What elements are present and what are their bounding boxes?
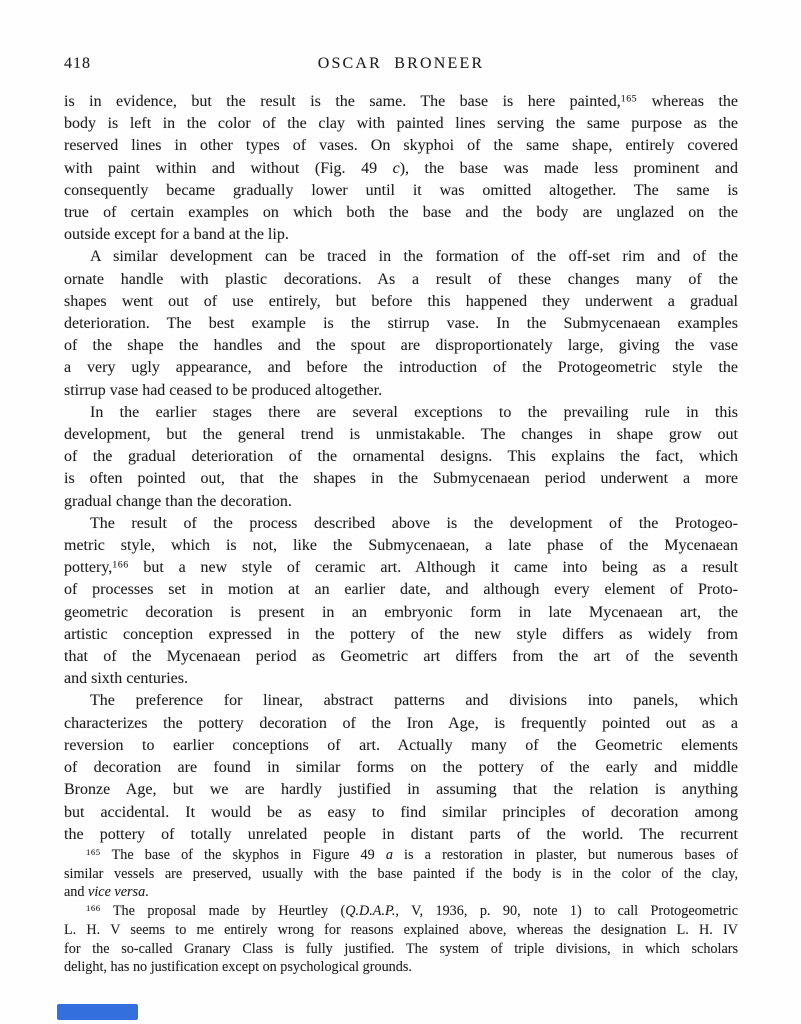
footnote <box>64 846 738 902</box>
text-line: the pottery of totally unrelated people in distant parts of the world. The recurrent <box>64 825 738 843</box>
page-header <box>64 55 738 75</box>
text-line: In the earlier stages there are several exceptions to the prevailing rule in this <box>90 403 738 421</box>
text-line: artistic conception expressed in the pottery of the new style differs as widely from <box>64 625 738 643</box>
text-line: The preference for linear, abstract patterns and divisions into panels, which <box>90 692 738 710</box>
text-line: similar vessels are preserved, usually with the base painted if the body is in the color of the clay, <box>64 865 738 882</box>
text-line: is often pointed out, that the shapes in the Submycenaean period underwent a more <box>64 470 738 488</box>
text-line: A similar development can be traced in the formation of the off-set rim and of the <box>90 248 738 266</box>
paragraph <box>64 91 738 246</box>
text-line: and vice versa. <box>64 884 149 901</box>
paragraph <box>64 246 738 401</box>
text-line: of decoration are found in similar forms on the pottery of the early and middle <box>64 759 738 777</box>
footnote-ref: 165 <box>620 93 638 105</box>
text-line: but accidental. It would be as easy to find similar principles of decoration among <box>64 803 738 821</box>
text-line: consequently became gradually lower until it was omitted altogether. The same is <box>64 181 738 199</box>
text-line: ornate handle with plastic decorations. As a result of these changes many of the <box>64 270 738 288</box>
text-line: outside except for a band at the lip. <box>64 226 289 244</box>
footnote <box>64 902 738 977</box>
text-line: a very ugly appearance, and before the introduction of the Protogeometric style the <box>64 359 738 377</box>
text-line: pottery,$^{166}$ but a new style of ceramic art. Although it came into being as a result <box>64 559 738 577</box>
text-line: shapes went out of use entirely, but before this happened they underwent a gradual <box>64 292 738 310</box>
text-line: stirrup vase had ceased to be produced altogether. <box>64 381 383 399</box>
text-line: geometric decoration is present in an embryonic form in late Mycenaean art, the <box>64 603 738 621</box>
paragraph <box>64 402 738 513</box>
text-line: reversion to earlier conceptions of art. Actually many of the Geometric elements <box>64 736 738 754</box>
text-line: development, but the general trend is unmistakable. The changes in shape grow out <box>64 426 738 444</box>
footnote-number: 165 <box>86 847 101 858</box>
text-line: gradual change than the decoration. <box>64 492 292 510</box>
paragraph <box>64 690 738 845</box>
page-number: 418 <box>64 55 91 72</box>
italic-text: Q.D.A.P. <box>345 903 396 920</box>
text-line: true of certain examples on which both the base and the body are unglazed on the <box>64 204 738 222</box>
text-line: deterioration. The best example is the stirrup vase. In the Submycenaean examples <box>64 315 738 333</box>
running-head: OSCAR BRONEER <box>317 55 485 72</box>
footnotes <box>64 846 738 977</box>
text-line: metric style, which is not, like the Submycenaean, a late phase of the Mycenaean <box>64 537 738 555</box>
blue-mark-artifact <box>57 1004 138 1020</box>
paragraph <box>64 513 738 691</box>
text-line: $^{165}$ The base of the skyphos in Figure 49 a is a restoration in plaster, but numerous bases of <box>86 847 738 863</box>
italic-text: c <box>392 159 400 177</box>
text-line: of the gradual deterioration of the ornamental designs. This explains the fact, which <box>64 448 738 466</box>
footnote-number: 166 <box>86 903 101 914</box>
text-line: with paint within and without (Fig. 49 c), the base was made less prominent and <box>64 159 739 177</box>
text-line: $^{166}$ The proposal made by Heurtley (Q.D.A.P., V, 1936, p. 90, note 1) to call Protogeometric <box>86 903 738 920</box>
text-line: L. H. V seems to me entirely wrong for reasons explained above, whereas the designation L. H. IV <box>64 921 738 938</box>
text-line: characterizes the pottery decoration of the Iron Age, is frequently pointed out as a <box>64 714 738 732</box>
text-line: delight, has no justification except on psychological grounds. <box>64 959 412 976</box>
text-line: that of the Mycenaean period as Geometric art differs from the art of the seventh <box>64 648 738 666</box>
italic-text: vice versa <box>88 884 146 901</box>
text-line: reserved lines in other types of vases. On skyphoi of the same shape, entirely covered <box>64 137 738 155</box>
text-line: body is left in the color of the clay with painted lines serving the same purpose as the <box>64 115 738 133</box>
text-line: and sixth centuries. <box>64 670 188 688</box>
text-line: for the so-called Granary Class is fully justified. The system of triple divisions, in which scholars <box>64 940 738 957</box>
italic-text: a <box>385 847 393 863</box>
body-text <box>64 91 738 846</box>
text-line: of processes set in motion at an earlier date, and although every element of Proto- <box>64 581 738 599</box>
text-line: The result of the process described above is the development of the Protogeo- <box>90 514 738 532</box>
footnote-ref: 166 <box>112 559 129 571</box>
text-line: Bronze Age, but we are hardly justified in assuming that the relation is anything <box>64 781 738 799</box>
text-line: of the shape the handles and the spout are disproportionately large, giving the vase <box>64 337 738 355</box>
text-line: is in evidence, but the result is the same. The base is here painted,$^{165}$ whereas the <box>64 93 738 110</box>
